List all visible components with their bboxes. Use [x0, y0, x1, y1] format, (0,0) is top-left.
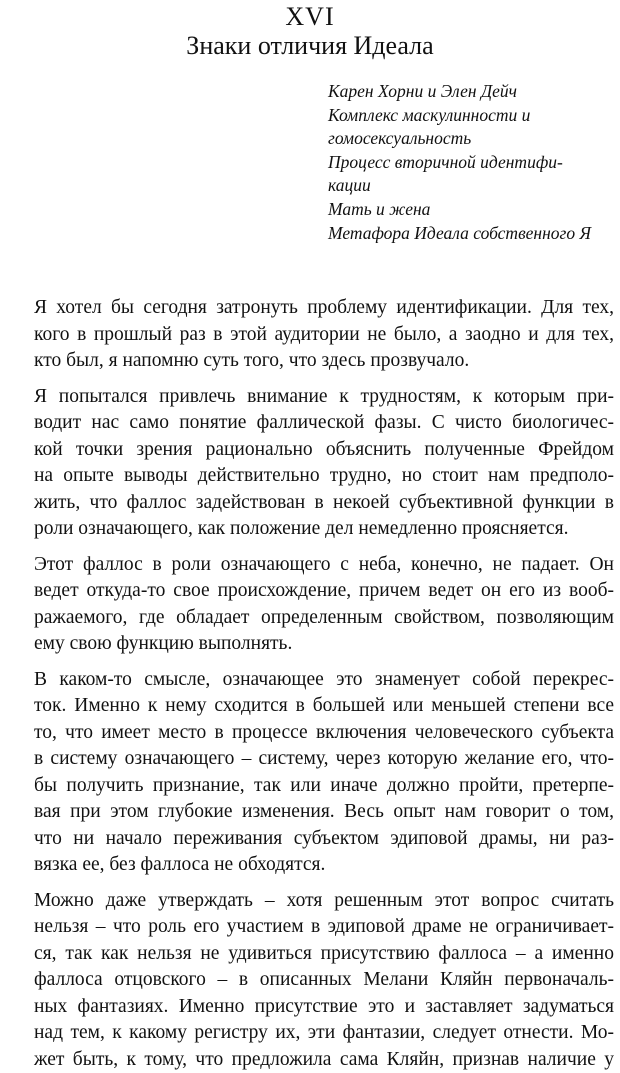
text-line: на опыте выводы действительно трудно, но стоит нам предполо- — [34, 463, 614, 490]
text-line: водит нас само понятие фаллической фазы. С чисто биологичес- — [34, 410, 614, 437]
epigraph-line: Процесс вторичной идентифи- — [328, 151, 618, 175]
text-line: ему свою функцию выполнять. — [34, 631, 614, 658]
epigraph-line: гомосексуальность — [328, 127, 618, 151]
text-line: жет быть, к тому, что предложила сама Кляйн, признав наличие у — [34, 1047, 614, 1073]
chapter-number: XVI — [0, 2, 620, 32]
epigraph — [328, 80, 618, 245]
text-line: ток. Именно к нему сходится в большей или меньшей степени все — [34, 693, 614, 720]
text-line: Этот фаллос в роли означающего с неба, конечно, не падает. Он — [34, 552, 614, 579]
text-line: ся, так как нельзя не удивиться присутствию фаллоса – а именно — [34, 941, 614, 968]
epigraph-line: Комплекс маскулинности и — [328, 104, 618, 128]
text-line: Я попытался привлечь внимание к трудностям, к которым при- — [34, 384, 614, 411]
text-line: кто был, я напомню суть того, что здесь прозвучало. — [34, 348, 614, 375]
text-line: В каком-то смысле, означающее это знаменует собой перекрес- — [34, 667, 614, 694]
chapter-title: Знаки отличия Идеала — [0, 30, 620, 62]
epigraph-line: кации — [328, 174, 618, 198]
text-line: вая при этом глубокие изменения. Весь опыт нам говорит о том, — [34, 799, 614, 826]
text-line: Можно даже утверждать – хотя решенным этот вопрос считать — [34, 888, 614, 915]
text-line: кой точки зрения рационально объяснить полученные Фрейдом — [34, 437, 614, 464]
text-line: над тем, к какому регистру их, эти фантазии, следует отнести. Мо- — [34, 1020, 614, 1047]
text-line: то, что имеет место в процессе включения человеческого субъекта — [34, 720, 614, 747]
text-line: Я хотел бы сегодня затронуть проблему идентификации. Для тех, — [34, 295, 614, 322]
epigraph-line: Мать и жена — [328, 198, 618, 222]
text-line: ведет откуда-то свое происхождение, причем ведет он его из вооб- — [34, 578, 614, 605]
text-line: фаллоса отцовского – в описанных Мелани Кляйн первоначаль- — [34, 967, 614, 994]
text-line: бы получить признание, так или иначе должно пройти, претерпе- — [34, 773, 614, 800]
text-line: что ни начало переживания субъектом эдиповой драмы, ни раз- — [34, 826, 614, 853]
paragraph — [34, 384, 614, 543]
text-line: вязка ее, без фаллоса не обходятся. — [34, 852, 614, 879]
text-line: кого в прошлый раз в этой аудитории не было, а заодно и для тех, — [34, 322, 614, 349]
paragraph — [34, 552, 614, 658]
body-text — [34, 295, 614, 1073]
paragraph — [34, 295, 614, 375]
text-line: роли означающего, как положение дел немедленно проясняется. — [34, 516, 614, 543]
epigraph-line: Метафора Идеала собственного Я — [328, 222, 618, 246]
text-line: ных фантазиях. Именно присутствие это и заставляет задуматься — [34, 994, 614, 1021]
paragraph — [34, 667, 614, 879]
paragraph — [34, 888, 614, 1073]
text-line: в систему означающего – систему, через которую желание его, что- — [34, 746, 614, 773]
epigraph-line: Карен Хорни и Элен Дейч — [328, 80, 618, 104]
text-line: жить, что фаллос задействован в некоей субъективной функции в — [34, 490, 614, 517]
text-line: ражаемого, где обладает определенным свойством, позволяющим — [34, 605, 614, 632]
text-line: нельзя – что роль его участием в эдиповой драме не ограничивает- — [34, 914, 614, 941]
